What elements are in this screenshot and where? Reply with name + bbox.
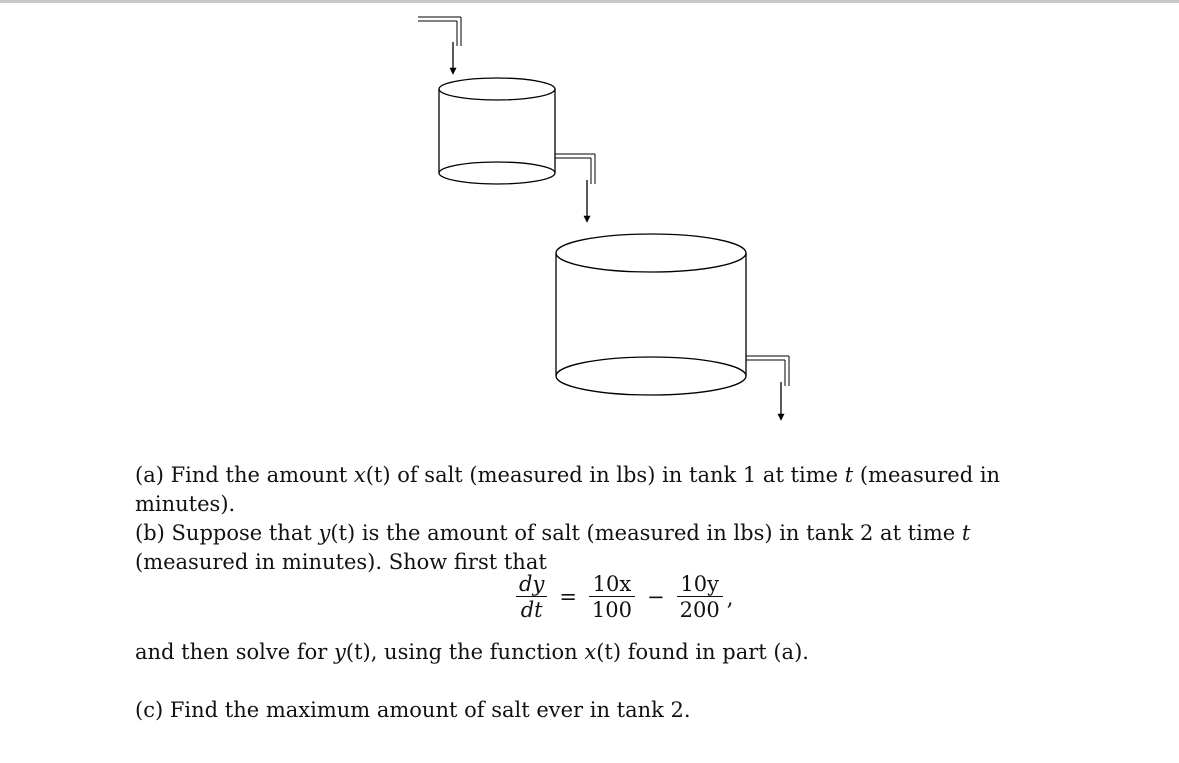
part-a-text-2: of salt (measured in lbs) in tank 1 at time: [397, 463, 839, 487]
part-a-text-1: Find the amount: [170, 463, 348, 487]
math-t: t: [961, 521, 971, 545]
part-b-text-4: and then solve for: [135, 640, 328, 664]
fraction-denominator: dt: [520, 598, 543, 622]
math-x: x: [584, 640, 597, 664]
part-b-text-2: is the amount of salt (measured in lbs) in tank 2 at time: [361, 521, 956, 545]
inflow-pipe-tank-1: [418, 17, 461, 46]
part-b-text-3: (measured in minutes). Show first that: [135, 550, 547, 574]
math-arg-t: (t): [345, 640, 371, 664]
differential-equation: [513, 572, 733, 623]
part-c: [135, 696, 1075, 725]
fraction-10y-200: [677, 572, 723, 623]
fraction-numerator: 10y: [680, 572, 719, 596]
part-b: [135, 519, 1075, 577]
fraction-denominator: 200: [679, 598, 720, 622]
part-b-continuation: [135, 638, 1075, 667]
fraction-10x-100: [589, 572, 635, 623]
part-a-text-3: (measured in minutes).: [135, 463, 1001, 516]
outflow-pipe-tank-1: [555, 154, 595, 184]
math-arg-t: (t): [330, 521, 356, 545]
part-b-text-1: Suppose that: [171, 521, 312, 545]
part-a: [135, 461, 1075, 519]
math-t: t: [844, 463, 854, 487]
tank-1: [439, 78, 555, 184]
math-y: y: [318, 521, 331, 545]
part-a-label: (a): [135, 463, 164, 487]
fraction-numerator: 10x: [592, 572, 632, 596]
math-arg-t: (t): [596, 640, 622, 664]
minus-sign: −: [647, 585, 665, 609]
math-x: x: [353, 463, 366, 487]
part-b-label: (b): [135, 521, 165, 545]
math-arg-t: (t): [365, 463, 391, 487]
part-c-label: (c): [135, 698, 164, 722]
part-c-text-1: Find the maximum amount of salt ever in tank 2.: [169, 698, 691, 722]
fraction-numerator: dy: [519, 572, 545, 596]
trailing-comma: ,: [726, 585, 734, 610]
fraction-denominator: 100: [591, 598, 633, 622]
part-b-text-6: found in part (a).: [627, 640, 809, 664]
math-y: y: [334, 640, 346, 664]
outflow-pipe-tank-2: [746, 356, 789, 386]
part-b-text-5: , using the function: [370, 640, 578, 664]
fraction-dy-dt: [516, 572, 547, 623]
tank-2: [556, 234, 746, 395]
equals-sign: =: [559, 585, 577, 609]
